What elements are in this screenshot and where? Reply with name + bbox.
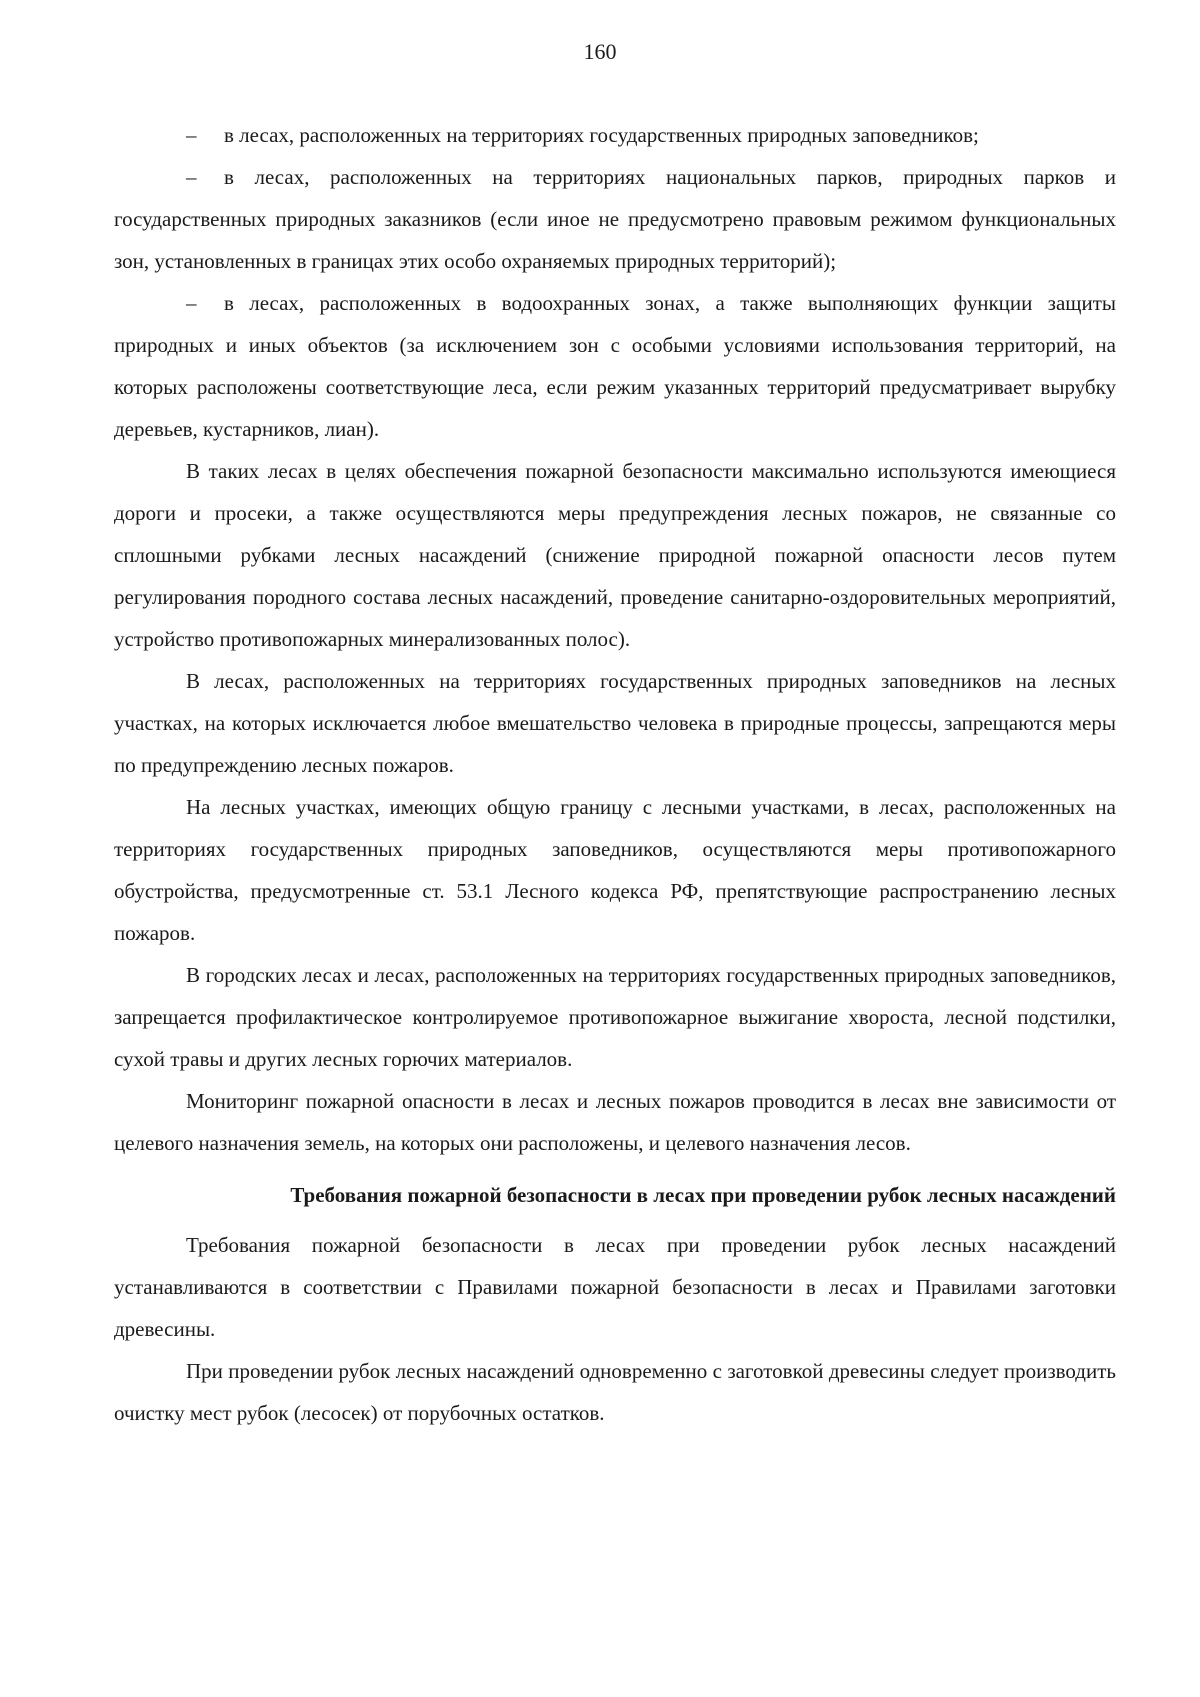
bullet-text: в лесах, расположенных в водоохранных зонах, а также выполняющих функции защиты природных и иных объектов (за исключением зон с особыми условиями использования территорий, на которых расположены соответствующие леса, если режим указанных территорий предусматривает вырубку деревьев, кустарников, лиан). <box>114 291 1116 441</box>
paragraph-burning-prohibition: В городских лесах и лесах, расположенных на территориях государственных природных заповедников, запрещается профилактическое контролируемое противопожарное выжигание хвороста, лесной подстилки, сухой травы и других лесных горючих материалов. <box>114 963 1116 1071</box>
dash-marker: – <box>186 165 197 189</box>
page-number: 160 <box>583 39 617 64</box>
bullet-text: в лесах, расположенных на территориях государственных природных заповедников; <box>224 123 979 147</box>
bullet-text: в лесах, расположенных на территориях национальных парков, природных парков и государственных природных заказников (если иное не предусмотрено правовым режимом функциональных зон, установленных в границах этих особо охраняемых природных территорий); <box>114 165 1116 273</box>
paragraph-shared-boundary: На лесных участках, имеющих общую границу с лесными участками, в лесах, расположенных на территориях государственных природных заповедников, осуществляются меры противопожарного обустройства, предусмотренные ст. 53.1 Лесного кодекса РФ, препятствующие распространению лесных пожаров. <box>114 795 1116 945</box>
bullet-item-3 <box>114 282 1116 450</box>
paragraph-cleanup: При проведении рубок лесных насаждений одновременно с заготовкой древесины следует производить очистку мест рубок (лесосек) от порубочных остатков. <box>114 1359 1116 1425</box>
dash-marker: – <box>186 123 197 147</box>
bullet-item-2 <box>114 156 1116 282</box>
paragraph-logging-requirements: Требования пожарной безопасности в лесах при проведении рубок лесных насаждений устанавливаются в соответствии с Правилами пожарной безопасности в лесах и Правилами заготовки древесины. <box>114 1233 1116 1341</box>
page-content <box>114 114 1116 1434</box>
dash-marker: – <box>186 291 197 315</box>
paragraph-fire-safety-measures: В таких лесах в целях обеспечения пожарной безопасности максимально используются имеющиеся дороги и просеки, а также осуществляются меры предупреждения лесных пожаров, не связанные со сплошными рубками лесных насаждений (снижение природной пожарной опасности лесов путем регулирования породного состава лесных насаждений, проведение санитарно-оздоровительных мероприятий, устройство противопожарных минерализованных полос). <box>114 459 1116 651</box>
paragraph-reserve-restrictions: В лесах, расположенных на территориях государственных природных заповедников на лесных участках, на которых исключается любое вмешательство человека в природные процессы, запрещаются меры по предупреждению лесных пожаров. <box>114 669 1116 777</box>
bullet-item-1 <box>114 114 1116 156</box>
section-heading: Требования пожарной безопасности в лесах при проведении рубок лесных насаждений <box>290 1183 1116 1207</box>
paragraph-monitoring: Мониторинг пожарной опасности в лесах и лесных пожаров проводится в лесах вне зависимости от целевого назначения земель, на которых они расположены, и целевого назначения лесов. <box>114 1089 1116 1155</box>
